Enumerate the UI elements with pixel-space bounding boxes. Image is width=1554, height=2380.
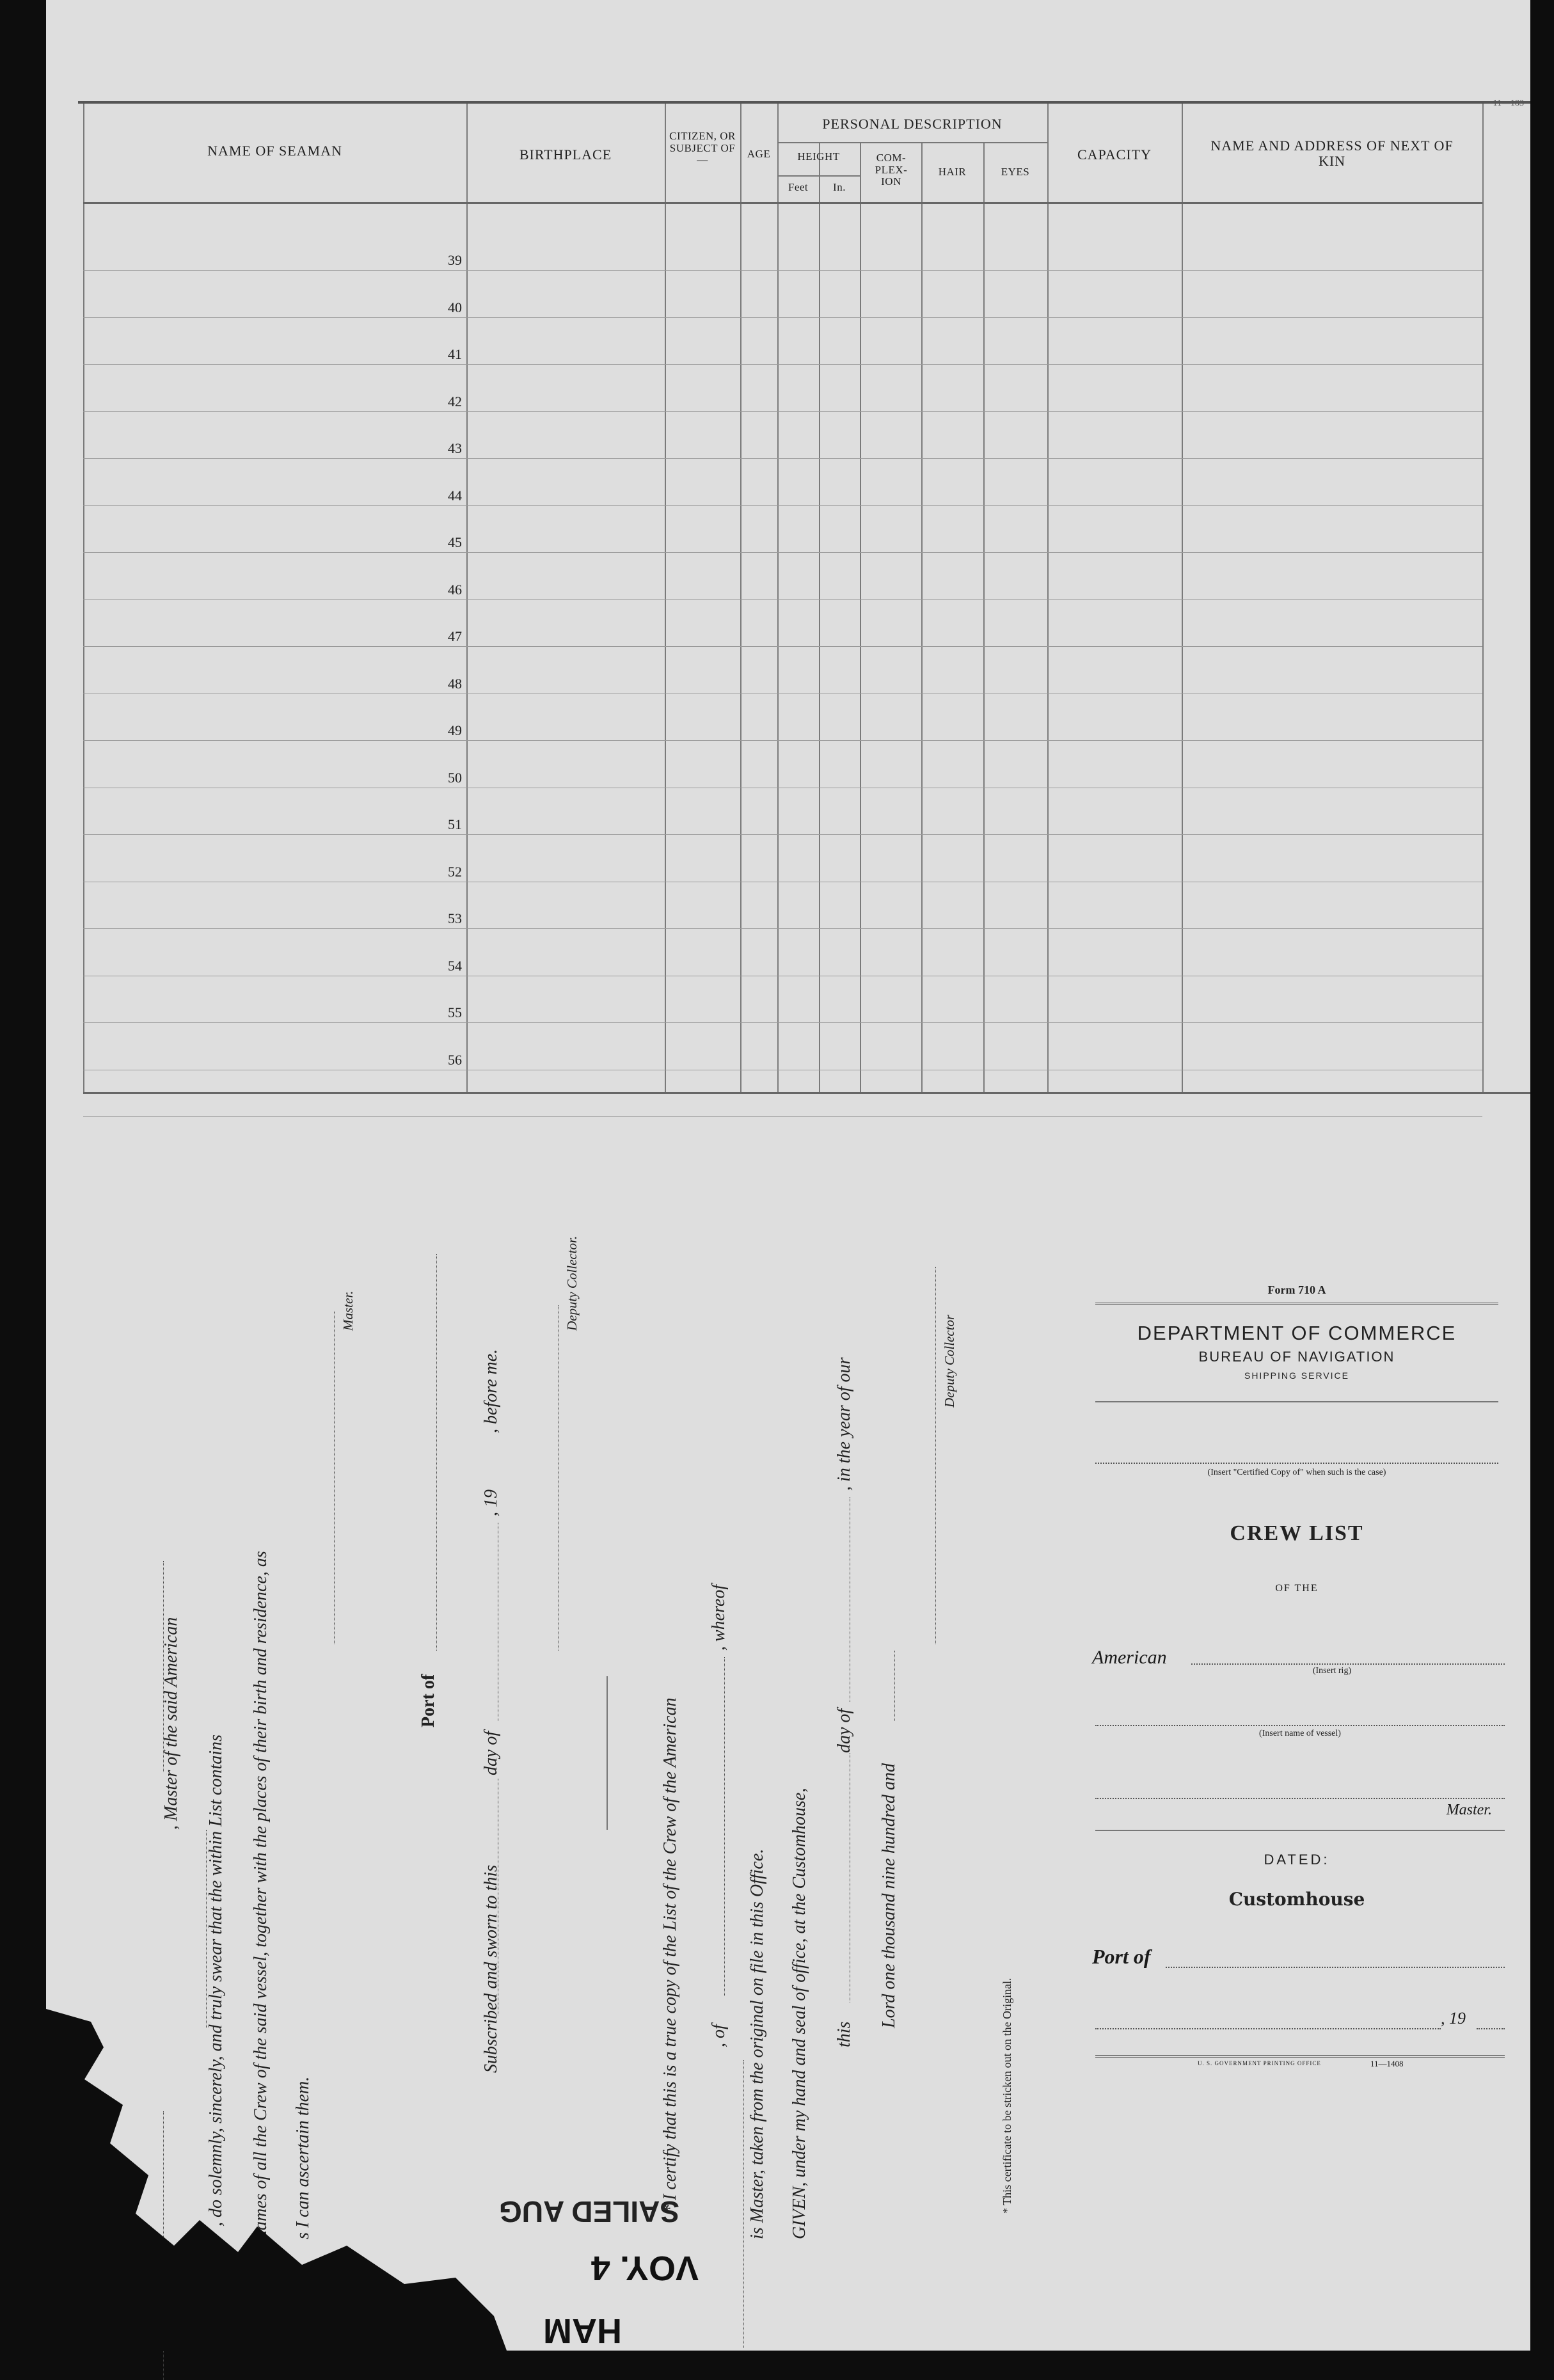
torn-corner (46, 2009, 545, 2351)
oath-in-year: , in the year of our (834, 1357, 854, 1491)
row-line (83, 599, 1482, 600)
table-bottom-rule (83, 1092, 1530, 1094)
row-number: 51 (448, 816, 462, 832)
oath-line-3: names of all the Crew of the said vessel, together with the places of their birth and residence, as (251, 1551, 271, 2239)
header-rule (777, 142, 1047, 143)
header-capacity: CAPACITY (1077, 147, 1152, 163)
sailed-stamp: SAILED AUG (499, 2195, 679, 2228)
crew-list-sheet (46, 0, 1530, 2351)
deputy-signature-line (558, 1305, 559, 1651)
oath-line-2: , do solemnly, sincerely, and truly swear that the within List contains (206, 1734, 226, 2226)
col-line (921, 143, 923, 1092)
oath-day-of: day of (481, 1731, 501, 1775)
form-year-19: , 19 (1441, 2009, 1466, 2027)
voyage-stamp: VOY. 4 (591, 2249, 699, 2287)
row-line (83, 552, 1482, 553)
insert-certified-note: (Insert "Certified Copy of" when such is the case) (1207, 1468, 1386, 1477)
row-number: 40 (448, 299, 462, 315)
row-number: 53 (448, 910, 462, 926)
row-line (83, 646, 1482, 647)
row-line (83, 1022, 1482, 1023)
customhouse-label: Customhouse (1228, 1889, 1365, 1910)
form-number: Form 710 A (1267, 1283, 1326, 1296)
col-line (860, 143, 861, 1092)
certified-blank-line (1095, 1463, 1498, 1464)
printing-office: U. S. GOVERNMENT PRINTING OFFICE (1198, 2060, 1321, 2067)
header-age: AGE (747, 148, 771, 160)
insert-vessel-note: (Insert name of vessel) (1259, 1729, 1341, 1738)
row-number: 45 (448, 534, 462, 550)
row-line (83, 928, 1482, 929)
whereof-blank (743, 2060, 744, 2348)
oath-year-19: , 19 (481, 1489, 501, 1516)
rig-blank-line (1191, 1663, 1505, 1665)
header-bottom-rule (83, 202, 1482, 204)
bureau-name: BUREAU OF NAVIGATION (1198, 1349, 1395, 1365)
dated-label: DATED: (1264, 1852, 1330, 1868)
row-number: 42 (448, 393, 462, 409)
row-line (83, 740, 1482, 741)
crew-list-title: CREW LIST (1230, 1521, 1364, 1545)
oath-stricken-note: * This certificate to be stricken out on the Original. (1001, 1978, 1013, 2214)
row-number: 39 (448, 252, 462, 268)
row-number: 44 (448, 487, 462, 504)
header-rule (777, 175, 860, 177)
header-birthplace: BIRTHPLACE (519, 147, 612, 163)
oath-given: GIVEN, under my hand and seal of office, at the Customhouse, (789, 1788, 809, 2239)
row-line (83, 364, 1482, 365)
oath-line-4: s I can ascertain them. (293, 2076, 313, 2239)
master-blank-line (1095, 1798, 1505, 1799)
row-number: 46 (448, 581, 462, 598)
row-number: 48 (448, 675, 462, 692)
oath-deputy-collector-2: Deputy Collector (942, 1314, 957, 1408)
col-line (777, 104, 779, 1092)
port-blank-line (1166, 1967, 1505, 1968)
row-number: 41 (448, 346, 462, 362)
port-stamp: HAM (543, 2312, 622, 2350)
oath-master-label: Master. (340, 1290, 356, 1331)
oath-of: , of (709, 2024, 729, 2047)
row-number: 56 (448, 1051, 462, 1068)
date-blank-line (1095, 2028, 1441, 2029)
oath-line-1: , Master of the said American (161, 1617, 181, 1830)
port-blank-line (436, 1254, 437, 1651)
header-personal-description: PERSONAL DESCRIPTION (822, 116, 1003, 132)
row-line (83, 505, 1482, 506)
master-signature-line (334, 1312, 335, 1644)
header-citizen: CITIZEN, OR SUBJECT OF— (669, 130, 736, 166)
name-blank-line (206, 1830, 207, 2028)
header-feet: Feet (788, 181, 809, 193)
oath-before-me: , before me. (481, 1349, 501, 1433)
form-bottom-rule (1095, 2055, 1505, 2058)
of-blank (724, 1657, 725, 1996)
col-line (466, 104, 468, 1092)
of-the-label: OF THE (1275, 1583, 1319, 1594)
lord-blank (894, 1651, 895, 1721)
oath-lord: Lord one thousand nine hundred and (879, 1763, 899, 2028)
form-master-label: Master. (1446, 1802, 1492, 1818)
oath-day-of-2: day of (834, 1708, 854, 1753)
oath-deputy-collector-1: Deputy Collector. (564, 1235, 580, 1331)
name-blank-line (163, 1561, 164, 1772)
oath-this: this (834, 2021, 854, 2047)
col-line (1047, 104, 1049, 1092)
row-number: 54 (448, 957, 462, 974)
print-code: 11—1408 (1370, 2059, 1404, 2068)
row-line (83, 458, 1482, 459)
department-name: DEPARTMENT OF COMMERCE (1137, 1322, 1457, 1344)
header-hair: HAIR (938, 166, 967, 178)
insert-rig-note: (Insert rig) (1312, 1666, 1352, 1676)
row-line (83, 317, 1482, 318)
header-name-of-seaman: NAME OF SEAMAN (207, 143, 342, 159)
oath-subscribed: Subscribed and sworn to this (481, 1864, 501, 2073)
row-number: 49 (448, 722, 462, 738)
header-height: HEIGHT (797, 150, 840, 163)
row-number: 50 (448, 769, 462, 786)
row-line (83, 834, 1482, 835)
row-line (83, 270, 1482, 271)
row-number: 47 (448, 628, 462, 644)
header-next-of-kin: NAME AND ADDRESS OF NEXT OF KIN (1210, 138, 1454, 170)
header-complexion: COM- PLEX- ION (875, 152, 908, 188)
vessel-blank-line (1095, 1725, 1505, 1726)
col-line (1182, 104, 1183, 1092)
col-line (819, 143, 820, 1092)
col-line (740, 104, 741, 1092)
deputy-signature-line-2 (935, 1267, 936, 1644)
oath-certify: * I certify that this is a true copy of the List of the Crew of the American (660, 1697, 680, 2214)
row-number: 43 (448, 440, 462, 456)
header-eyes: EYES (1001, 166, 1030, 178)
form-top-rule (1095, 1303, 1498, 1305)
row-line (83, 411, 1482, 412)
row-number: 55 (448, 1004, 462, 1020)
oath-whereof: , whereof (709, 1584, 729, 1651)
col-line (665, 104, 666, 1092)
oath-port-of: Port of (418, 1674, 438, 1727)
year-blank-line (1477, 2028, 1505, 2029)
col-line (1482, 104, 1484, 1092)
row-line (83, 1116, 1482, 1117)
page-marker: 11—183 (1493, 99, 1524, 108)
form-port-of: Port of (1092, 1945, 1151, 1968)
header-inches: In. (833, 181, 846, 193)
row-number: 52 (448, 863, 462, 880)
form-rule (1095, 1830, 1505, 1831)
form-rule (1095, 1401, 1498, 1402)
service-name: SHIPPING SERVICE (1244, 1370, 1349, 1381)
oath-is-master: is Master, taken from the original on file in this Office. (747, 1848, 767, 2239)
col-line (83, 104, 84, 1092)
separator-rule (607, 1676, 608, 1830)
crew-table (78, 101, 1530, 1092)
col-line (983, 143, 985, 1092)
american-label: American (1092, 1647, 1167, 1668)
